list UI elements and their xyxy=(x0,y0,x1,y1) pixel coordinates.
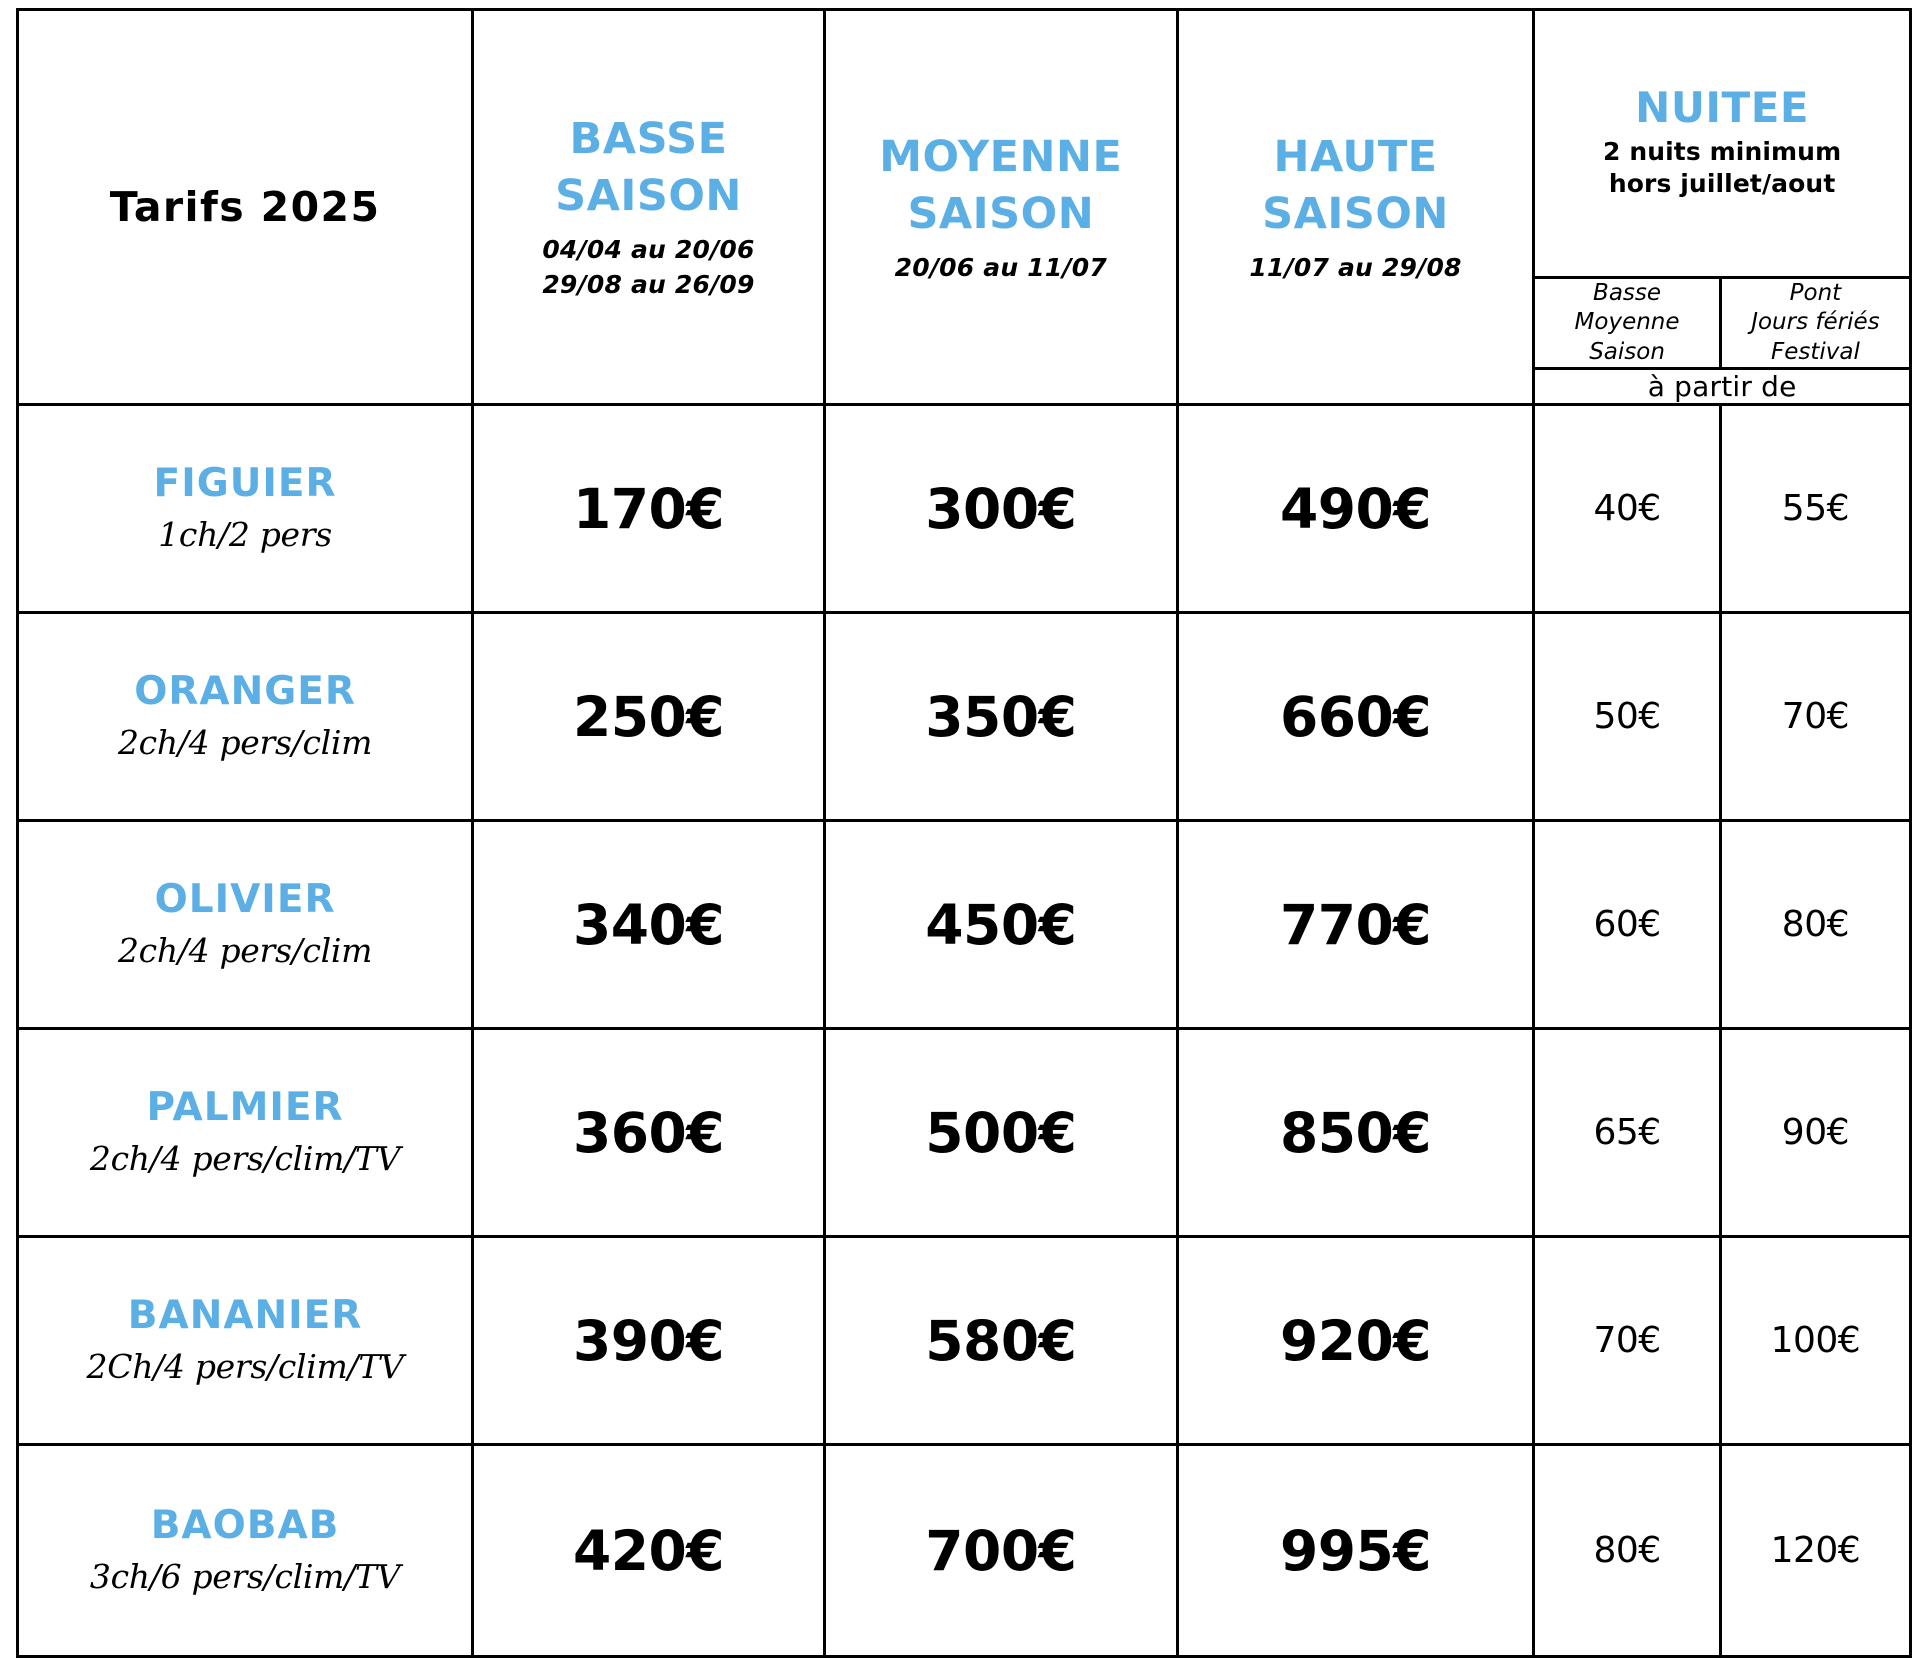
table-row xyxy=(18,1237,1911,1445)
nuitee-basse-moyenne xyxy=(1534,613,1721,821)
price-moyenne-saison xyxy=(824,821,1177,1029)
room-cell xyxy=(18,613,473,821)
nuitee-value: 55€ xyxy=(1781,488,1850,530)
table-row xyxy=(18,1029,1911,1237)
room-name: PALMIER xyxy=(146,1085,344,1131)
nuitee-pont xyxy=(1720,1237,1910,1445)
nuitee-value: 80€ xyxy=(1781,904,1850,946)
price-value: 500€ xyxy=(925,1100,1077,1165)
basse-saison-label-line2: SAISON xyxy=(555,171,742,222)
room-cell xyxy=(18,1237,473,1445)
nuitee-value: 60€ xyxy=(1593,904,1661,946)
price-basse-saison xyxy=(473,405,825,613)
price-value: 580€ xyxy=(925,1308,1077,1373)
header-moyenne-saison xyxy=(824,10,1177,405)
price-value: 340€ xyxy=(572,892,725,957)
room-name: BAOBAB xyxy=(150,1503,340,1549)
nuitee-basse-moyenne xyxy=(1534,405,1721,613)
nuitee-value: 70€ xyxy=(1593,1320,1661,1362)
nuitee-col1-line2: Moyenne xyxy=(1574,309,1680,336)
basse-saison-label-line1: BASSE xyxy=(569,114,728,165)
nuitee-col2-line1: Pont xyxy=(1789,280,1842,306)
price-value: 390€ xyxy=(572,1308,725,1373)
nuitee-basse-moyenne xyxy=(1534,1237,1721,1445)
nuitee-label: NUITEE xyxy=(1635,83,1810,133)
room-cell xyxy=(18,1445,473,1657)
table-row xyxy=(18,1445,1911,1657)
nuitee-basse-moyenne xyxy=(1534,1445,1721,1657)
price-value: 770€ xyxy=(1279,892,1432,957)
price-basse-saison xyxy=(473,1029,825,1237)
moyenne-saison-dates-line1: 20/06 au 11/07 xyxy=(894,252,1107,282)
price-moyenne-saison xyxy=(824,405,1177,613)
price-value: 490€ xyxy=(1279,476,1432,541)
tariff-table xyxy=(16,8,1912,1658)
room-name: BANANIER xyxy=(127,1293,363,1339)
price-haute-saison xyxy=(1177,1029,1533,1237)
room-description: 2Ch/4 pers/clim/TV xyxy=(86,1347,404,1387)
price-haute-saison xyxy=(1177,1237,1533,1445)
room-cell xyxy=(18,405,473,613)
table-header-row xyxy=(18,10,1911,278)
room-description: 3ch/6 pers/clim/TV xyxy=(89,1557,401,1597)
price-value: 170€ xyxy=(572,476,725,541)
nuitee-exclusion-note: hors juillet/aout xyxy=(1608,169,1836,199)
price-value: 360€ xyxy=(572,1100,725,1165)
header-basse-saison xyxy=(473,10,825,405)
header-nuitee xyxy=(1534,10,1911,278)
nuitee-pont xyxy=(1720,613,1910,821)
basse-saison-dates-line2: 29/08 au 26/09 xyxy=(542,270,755,300)
haute-saison-dates-line1: 11/07 au 29/08 xyxy=(1249,252,1462,282)
room-description: 2ch/4 pers/clim/TV xyxy=(89,1139,401,1179)
nuitee-basse-moyenne xyxy=(1534,1029,1721,1237)
room-cell xyxy=(18,821,473,1029)
nuitee-value: 70€ xyxy=(1781,696,1850,738)
price-moyenne-saison xyxy=(824,1445,1177,1657)
price-basse-saison xyxy=(473,613,825,821)
price-haute-saison xyxy=(1177,821,1533,1029)
price-value: 920€ xyxy=(1279,1308,1432,1373)
basse-saison-dates-line1: 04/04 au 20/06 xyxy=(542,234,755,264)
price-value: 300€ xyxy=(925,476,1077,541)
room-name: ORANGER xyxy=(134,669,356,715)
nuitee-col1-line3: Saison xyxy=(1589,338,1665,365)
nuitee-col-pont-header xyxy=(1720,278,1910,369)
table-row xyxy=(18,613,1911,821)
price-basse-saison xyxy=(473,1237,825,1445)
price-value: 250€ xyxy=(572,684,725,749)
nuitee-col1-line1: Basse xyxy=(1593,280,1662,306)
nuitee-value: 50€ xyxy=(1593,696,1661,738)
price-value: 660€ xyxy=(1279,684,1432,749)
page-title-cell xyxy=(18,10,473,405)
room-description: 2ch/4 pers/clim xyxy=(117,931,373,971)
nuitee-col-basse-moyenne-header xyxy=(1534,278,1721,369)
price-value: 420€ xyxy=(572,1518,725,1583)
nuitee-value: 100€ xyxy=(1770,1320,1861,1362)
room-name: OLIVIER xyxy=(154,877,336,923)
header-haute-saison xyxy=(1177,10,1533,405)
nuitee-value: 65€ xyxy=(1593,1112,1661,1154)
room-description: 2ch/4 pers/clim xyxy=(117,723,373,763)
price-haute-saison xyxy=(1177,613,1533,821)
nuitee-min-nights-note: 2 nuits minimum xyxy=(1603,136,1842,166)
price-haute-saison xyxy=(1177,405,1533,613)
room-name: FIGUIER xyxy=(153,461,337,507)
price-basse-saison xyxy=(473,821,825,1029)
price-value: 450€ xyxy=(925,892,1077,957)
nuitee-value: 80€ xyxy=(1593,1530,1661,1572)
price-moyenne-saison xyxy=(824,613,1177,821)
nuitee-value: 120€ xyxy=(1770,1530,1861,1572)
nuitee-col2-line2: Jours fériés xyxy=(1751,309,1880,336)
nuitee-value: 40€ xyxy=(1593,488,1661,530)
haute-saison-label-line1: HAUTE xyxy=(1273,132,1438,183)
nuitee-col2-line3: Festival xyxy=(1770,338,1860,365)
nuitee-pont xyxy=(1720,821,1910,1029)
price-haute-saison xyxy=(1177,1445,1533,1657)
table-row xyxy=(18,821,1911,1029)
room-description: 1ch/2 pers xyxy=(158,515,332,555)
apartir-de-label: à partir de xyxy=(1534,369,1911,405)
price-basse-saison xyxy=(473,1445,825,1657)
price-value: 995€ xyxy=(1279,1518,1432,1583)
nuitee-basse-moyenne xyxy=(1534,821,1721,1029)
nuitee-value: 90€ xyxy=(1781,1112,1850,1154)
table-row xyxy=(18,405,1911,613)
nuitee-pont xyxy=(1720,1445,1910,1657)
price-moyenne-saison xyxy=(824,1029,1177,1237)
price-value: 350€ xyxy=(925,684,1077,749)
moyenne-saison-label-line1: MOYENNE xyxy=(879,132,1123,183)
haute-saison-label-line2: SAISON xyxy=(1262,188,1449,239)
price-value: 700€ xyxy=(925,1518,1077,1583)
room-cell xyxy=(18,1029,473,1237)
nuitee-pont xyxy=(1720,405,1910,613)
nuitee-pont xyxy=(1720,1029,1910,1237)
price-value: 850€ xyxy=(1279,1100,1432,1165)
page-title: Tarifs 2025 xyxy=(109,183,381,232)
price-moyenne-saison xyxy=(824,1237,1177,1445)
moyenne-saison-label-line2: SAISON xyxy=(907,188,1095,239)
